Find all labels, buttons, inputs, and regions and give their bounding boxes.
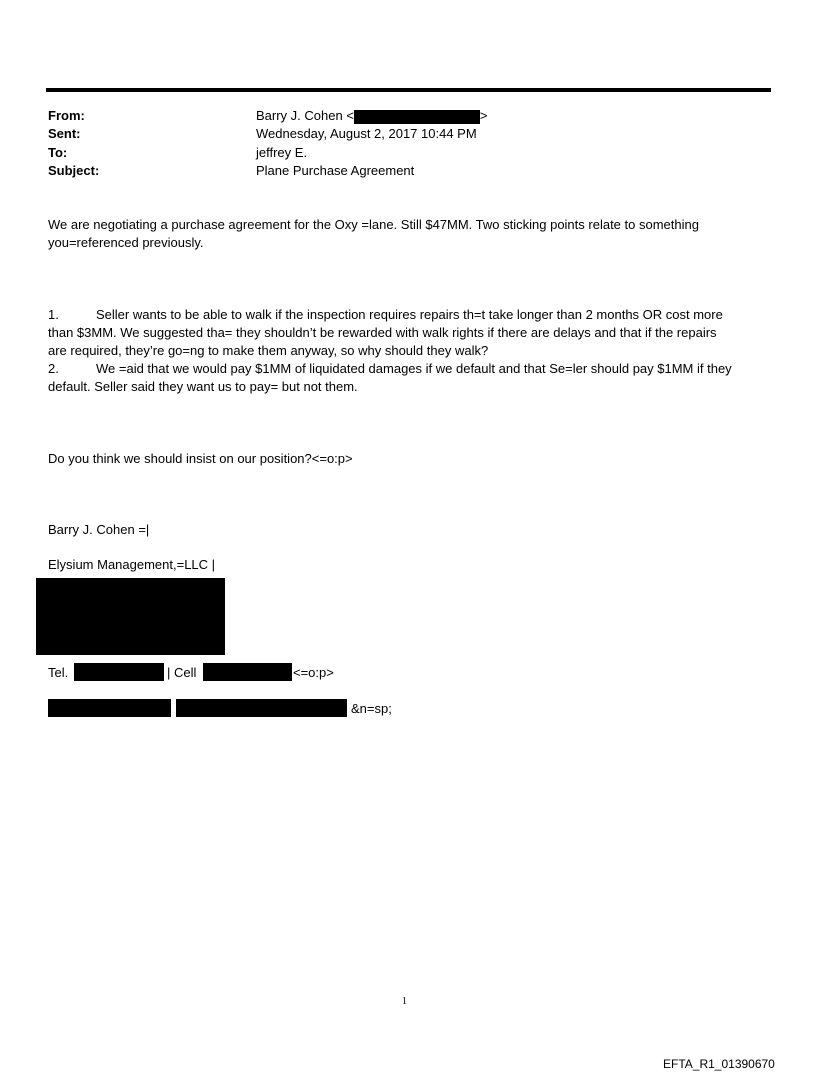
document-id: EFTA_R1_01390670 (663, 1057, 775, 1071)
from-value (256, 108, 488, 124)
subject-label: Subject: (48, 163, 100, 178)
signature-phone-line (48, 664, 68, 681)
item-2-text: We =aid that we would pay $1MM of liquidated damages if we default and that Se=ler should pay $1MM if they (96, 361, 732, 376)
item-1-line-1 (48, 306, 723, 323)
redacted-contact-1 (48, 699, 171, 717)
redacted-email (354, 110, 480, 124)
from-label: From: (48, 108, 85, 123)
page-number: 1 (402, 996, 407, 1007)
item-2-line-1 (48, 360, 732, 377)
redacted-address-block (36, 578, 225, 655)
from-name: Barry J. Cohen < (256, 108, 354, 123)
subject-value: Plane Purchase Agreement (256, 163, 415, 178)
item-1-line-3: are required, they’re go=ng to make them anyway, so why should they walk? (48, 343, 489, 358)
intro-line-2: you=referenced previously. (48, 235, 204, 250)
signature-name: Barry J. Cohen =| (48, 522, 150, 537)
signature-company: Elysium Management,=LLC | (48, 557, 216, 572)
item-2-line-2: default. Seller said they want us to pay= but not them. (48, 379, 358, 394)
sent-value: Wednesday, August 2, 2017 10:44 PM (256, 126, 477, 141)
sent-label: Sent: (48, 126, 81, 141)
redacted-cell (203, 663, 292, 681)
to-value: jeffrey E. (256, 145, 308, 160)
item-1-number: 1. (48, 307, 59, 322)
tel-label: Tel. (48, 665, 69, 680)
item-1-text: Seller wants to be able to walk if the inspection requires repairs th=t take longer than 2 months OR cost more (96, 307, 723, 322)
from-close: > (479, 108, 488, 123)
redacted-contact-2 (176, 699, 347, 717)
item-1-line-2: than $3MM. We suggested tha= they shouldn’t be rewarded with walk rights if there are delays and that if the repairs (48, 325, 717, 340)
header-rule (46, 88, 771, 92)
intro-line-1: We are negotiating a purchase agreement for the Oxy =lane. Still $47MM. Two sticking points relate to something (48, 217, 699, 232)
redacted-tel (74, 663, 164, 681)
last-line-tail: &n=sp; (351, 701, 392, 716)
cell-label: | Cell (167, 665, 197, 680)
question-line: Do you think we should insist on our position?<=o:p> (48, 451, 353, 466)
to-label: To: (48, 145, 68, 160)
item-2-number: 2. (48, 361, 59, 376)
cell-tail: <=o:p> (293, 665, 334, 680)
